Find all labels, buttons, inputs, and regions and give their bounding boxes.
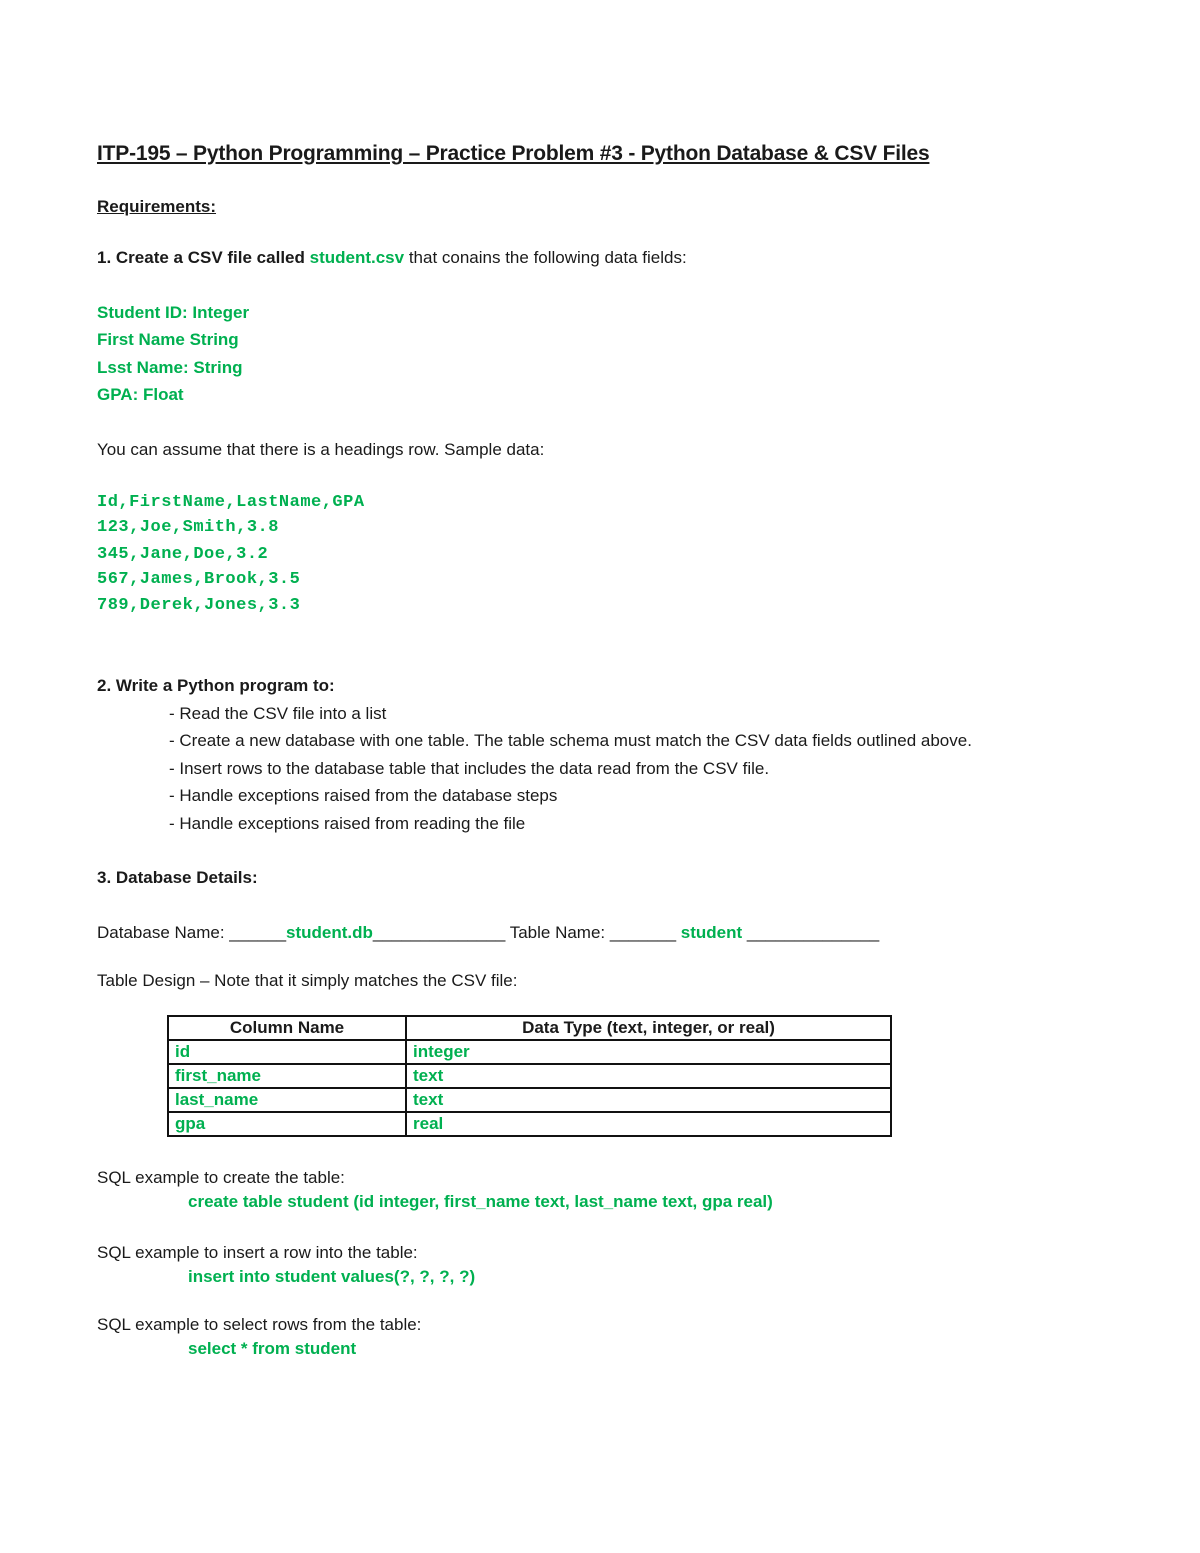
- sql-create-label: SQL example to create the table:: [97, 1168, 345, 1187]
- table-row: [168, 1040, 891, 1064]
- field-first-name: First Name String: [97, 330, 239, 349]
- sql-insert-code: insert into student values(?, ?, ?, ?): [188, 1267, 476, 1286]
- table-label: Table Name:: [505, 923, 610, 942]
- step2-bullet: - Insert rows to the database table that includes the data read from the CSV file.: [169, 759, 770, 778]
- table-row: [168, 1088, 891, 1112]
- db-label: Database Name:: [97, 923, 230, 942]
- step1-filename: student.csv: [309, 248, 405, 267]
- step2-bullet: - Read the CSV file into a list: [169, 704, 387, 723]
- sql-select-code: select * from student: [188, 1339, 357, 1358]
- sample-row: 345,Jane,Doe,3.2: [97, 545, 269, 564]
- field-student-id: Student ID: Integer: [97, 303, 250, 322]
- step2-bullet: - Handle exceptions raised from reading the file: [169, 814, 526, 833]
- sample-row: 567,James,Brook,3.5: [97, 570, 301, 589]
- data-type-cell: real: [406, 1112, 891, 1136]
- table-design: [167, 1015, 892, 1137]
- column-header: Column Name: [168, 1016, 406, 1040]
- step2-heading: 2. Write a Python program to:: [97, 676, 335, 695]
- step2-bullet: - Create a new database with one table. The table schema must match the CSV data fields outlined above.: [169, 731, 972, 750]
- column-name-cell: first_name: [168, 1064, 406, 1088]
- requirements-label: Requirements:: [97, 197, 217, 216]
- data-type-cell: text: [406, 1064, 891, 1088]
- db-blank-post: ______________: [372, 923, 506, 942]
- sample-row-header: Id,FirstName,LastName,GPA: [97, 493, 365, 512]
- table-row: [168, 1064, 891, 1088]
- db-blank-pre: ______: [229, 923, 287, 942]
- data-type-cell: text: [406, 1088, 891, 1112]
- sample-intro: You can assume that there is a headings row. Sample data:: [97, 440, 545, 459]
- sql-select-label: SQL example to select rows from the table:: [97, 1315, 422, 1334]
- step1-line: [97, 248, 687, 268]
- sample-row: 123,Joe,Smith,3.8: [97, 518, 279, 537]
- data-type-cell: integer: [406, 1040, 891, 1064]
- table-name: student: [680, 923, 743, 942]
- step1-suffix: that conains the following data fields:: [404, 248, 687, 267]
- field-last-name: Lsst Name: String: [97, 358, 243, 377]
- sql-create-code: create table student (id integer, first_name text, last_name text, gpa real): [188, 1192, 773, 1211]
- table-blank-pre: _______: [609, 923, 681, 942]
- database-details-line: [97, 923, 879, 943]
- step3-heading: 3. Database Details:: [97, 868, 258, 887]
- db-name: student.db: [286, 923, 373, 942]
- column-name-cell: last_name: [168, 1088, 406, 1112]
- table-blank-post: ______________: [742, 923, 880, 942]
- table-row: [168, 1112, 891, 1136]
- page-title: ITP-195 – Python Programming – Practice Problem #3 - Python Database & CSV Files: [97, 142, 930, 165]
- column-name-cell: id: [168, 1040, 406, 1064]
- table-design-intro: Table Design – Note that it simply matches the CSV file:: [97, 971, 518, 990]
- sql-insert-label: SQL example to insert a row into the table:: [97, 1243, 418, 1262]
- column-header: Data Type (text, integer, or real): [406, 1016, 891, 1040]
- step2-bullet: - Handle exceptions raised from the database steps: [169, 786, 558, 805]
- step1-prefix: 1. Create a CSV file called: [97, 248, 310, 267]
- column-name-cell: gpa: [168, 1112, 406, 1136]
- table-header-row: [168, 1016, 891, 1040]
- sample-row: 789,Derek,Jones,3.3: [97, 596, 301, 615]
- field-gpa: GPA: Float: [97, 385, 184, 404]
